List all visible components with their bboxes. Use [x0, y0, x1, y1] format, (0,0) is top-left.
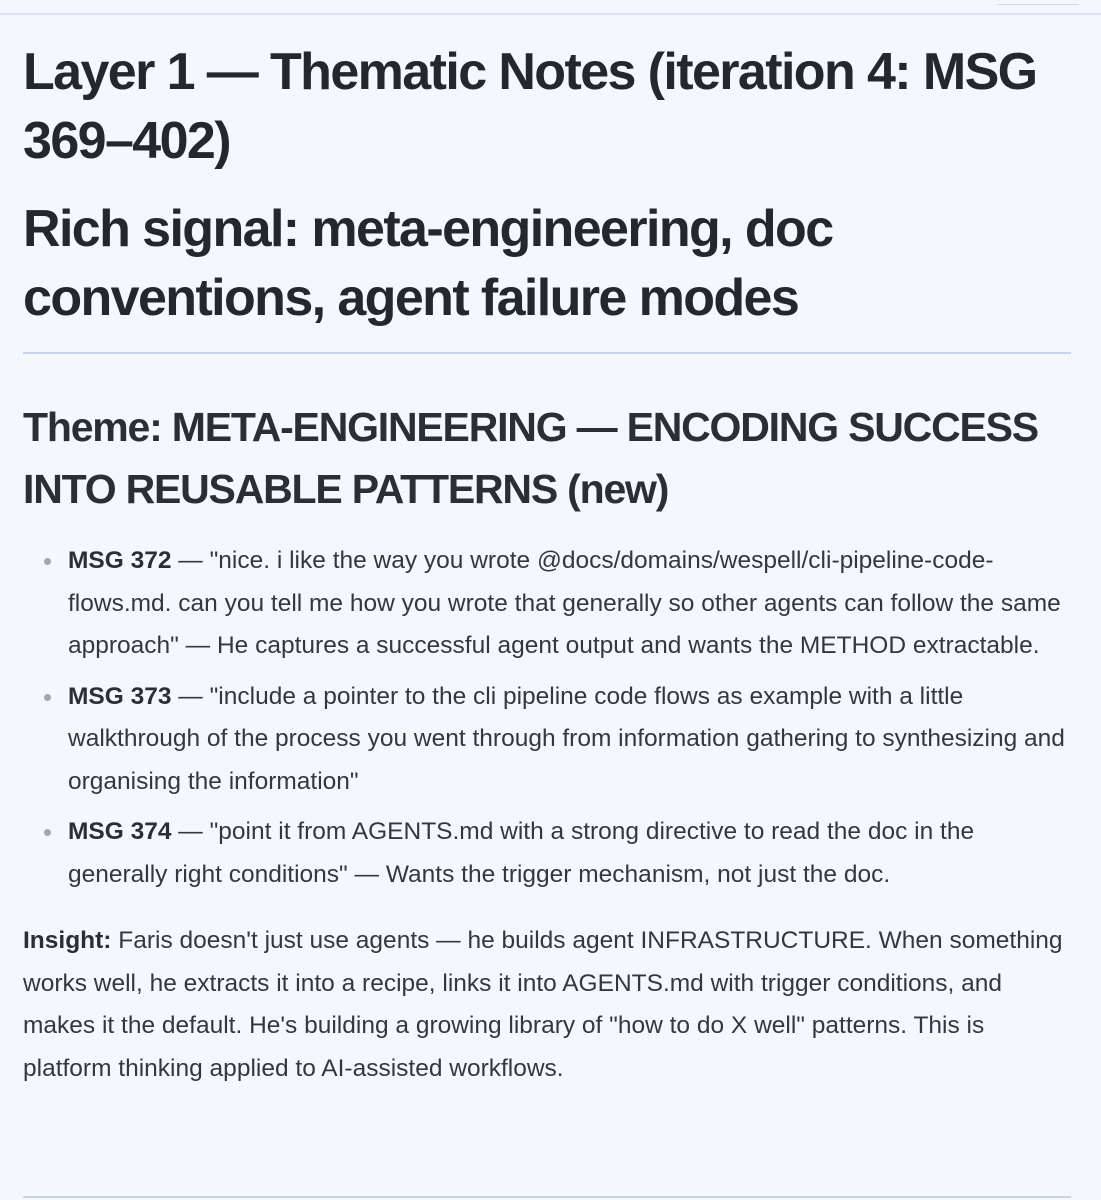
section-divider [23, 352, 1071, 354]
bullet-icon [44, 558, 51, 565]
message-id: MSG 372 [68, 547, 172, 574]
insight-label: Insight: [23, 927, 112, 954]
list-item [23, 676, 1073, 804]
message-id: MSG 373 [68, 682, 172, 710]
list-item [23, 811, 1073, 896]
theme-heading: Theme: META-ENGINEERING — ENCODING SUCCESS INTO REUSABLE PATTERNS (new) [23, 404, 1038, 512]
bottom-divider [23, 1196, 1071, 1198]
document-body [23, 38, 1073, 1115]
page-subtitle: Rich signal: meta-engineering, doc conventions, agent failure modes [23, 200, 833, 327]
message-id: MSG 374 [68, 818, 172, 845]
top-divider [0, 13, 1101, 15]
page-title: Layer 1 — Thematic Notes (iteration 4: MSG 369–402) [23, 43, 1037, 170]
list-item [23, 540, 1073, 668]
insight-paragraph [23, 920, 1073, 1090]
message-text: — "include a pointer to the cli pipeline code flows as example with a little walkthrough of the process you went through from information gathering to synthesizing and organising the information" [68, 682, 1065, 795]
bullet-icon [44, 694, 51, 701]
message-text: — "nice. i like the way you wrote @docs/domains/wespell/cli-pipeline-code-flows.md. can you tell me how you wrote that generally so other agents can follow the same approach" — He captures a successful agent output and wants the METHOD extractable. [68, 547, 1061, 659]
bullet-icon [44, 829, 51, 836]
message-list [23, 540, 1073, 896]
insight-text: Faris doesn't just use agents — he builds agent INFRASTRUCTURE. When something works well, he extracts it into a recipe, links it into AGENTS.md with trigger conditions, and makes it the default. He's building a growing library of "how to do X well" patterns. This is platform thinking applied to AI-assisted workflows. [23, 927, 1063, 1082]
scroll-indicator[interactable] [997, 4, 1079, 8]
message-text: — "point it from AGENTS.md with a strong directive to read the doc in the generally right conditions" — Wants the trigger mechanism, not just the doc. [68, 818, 975, 888]
